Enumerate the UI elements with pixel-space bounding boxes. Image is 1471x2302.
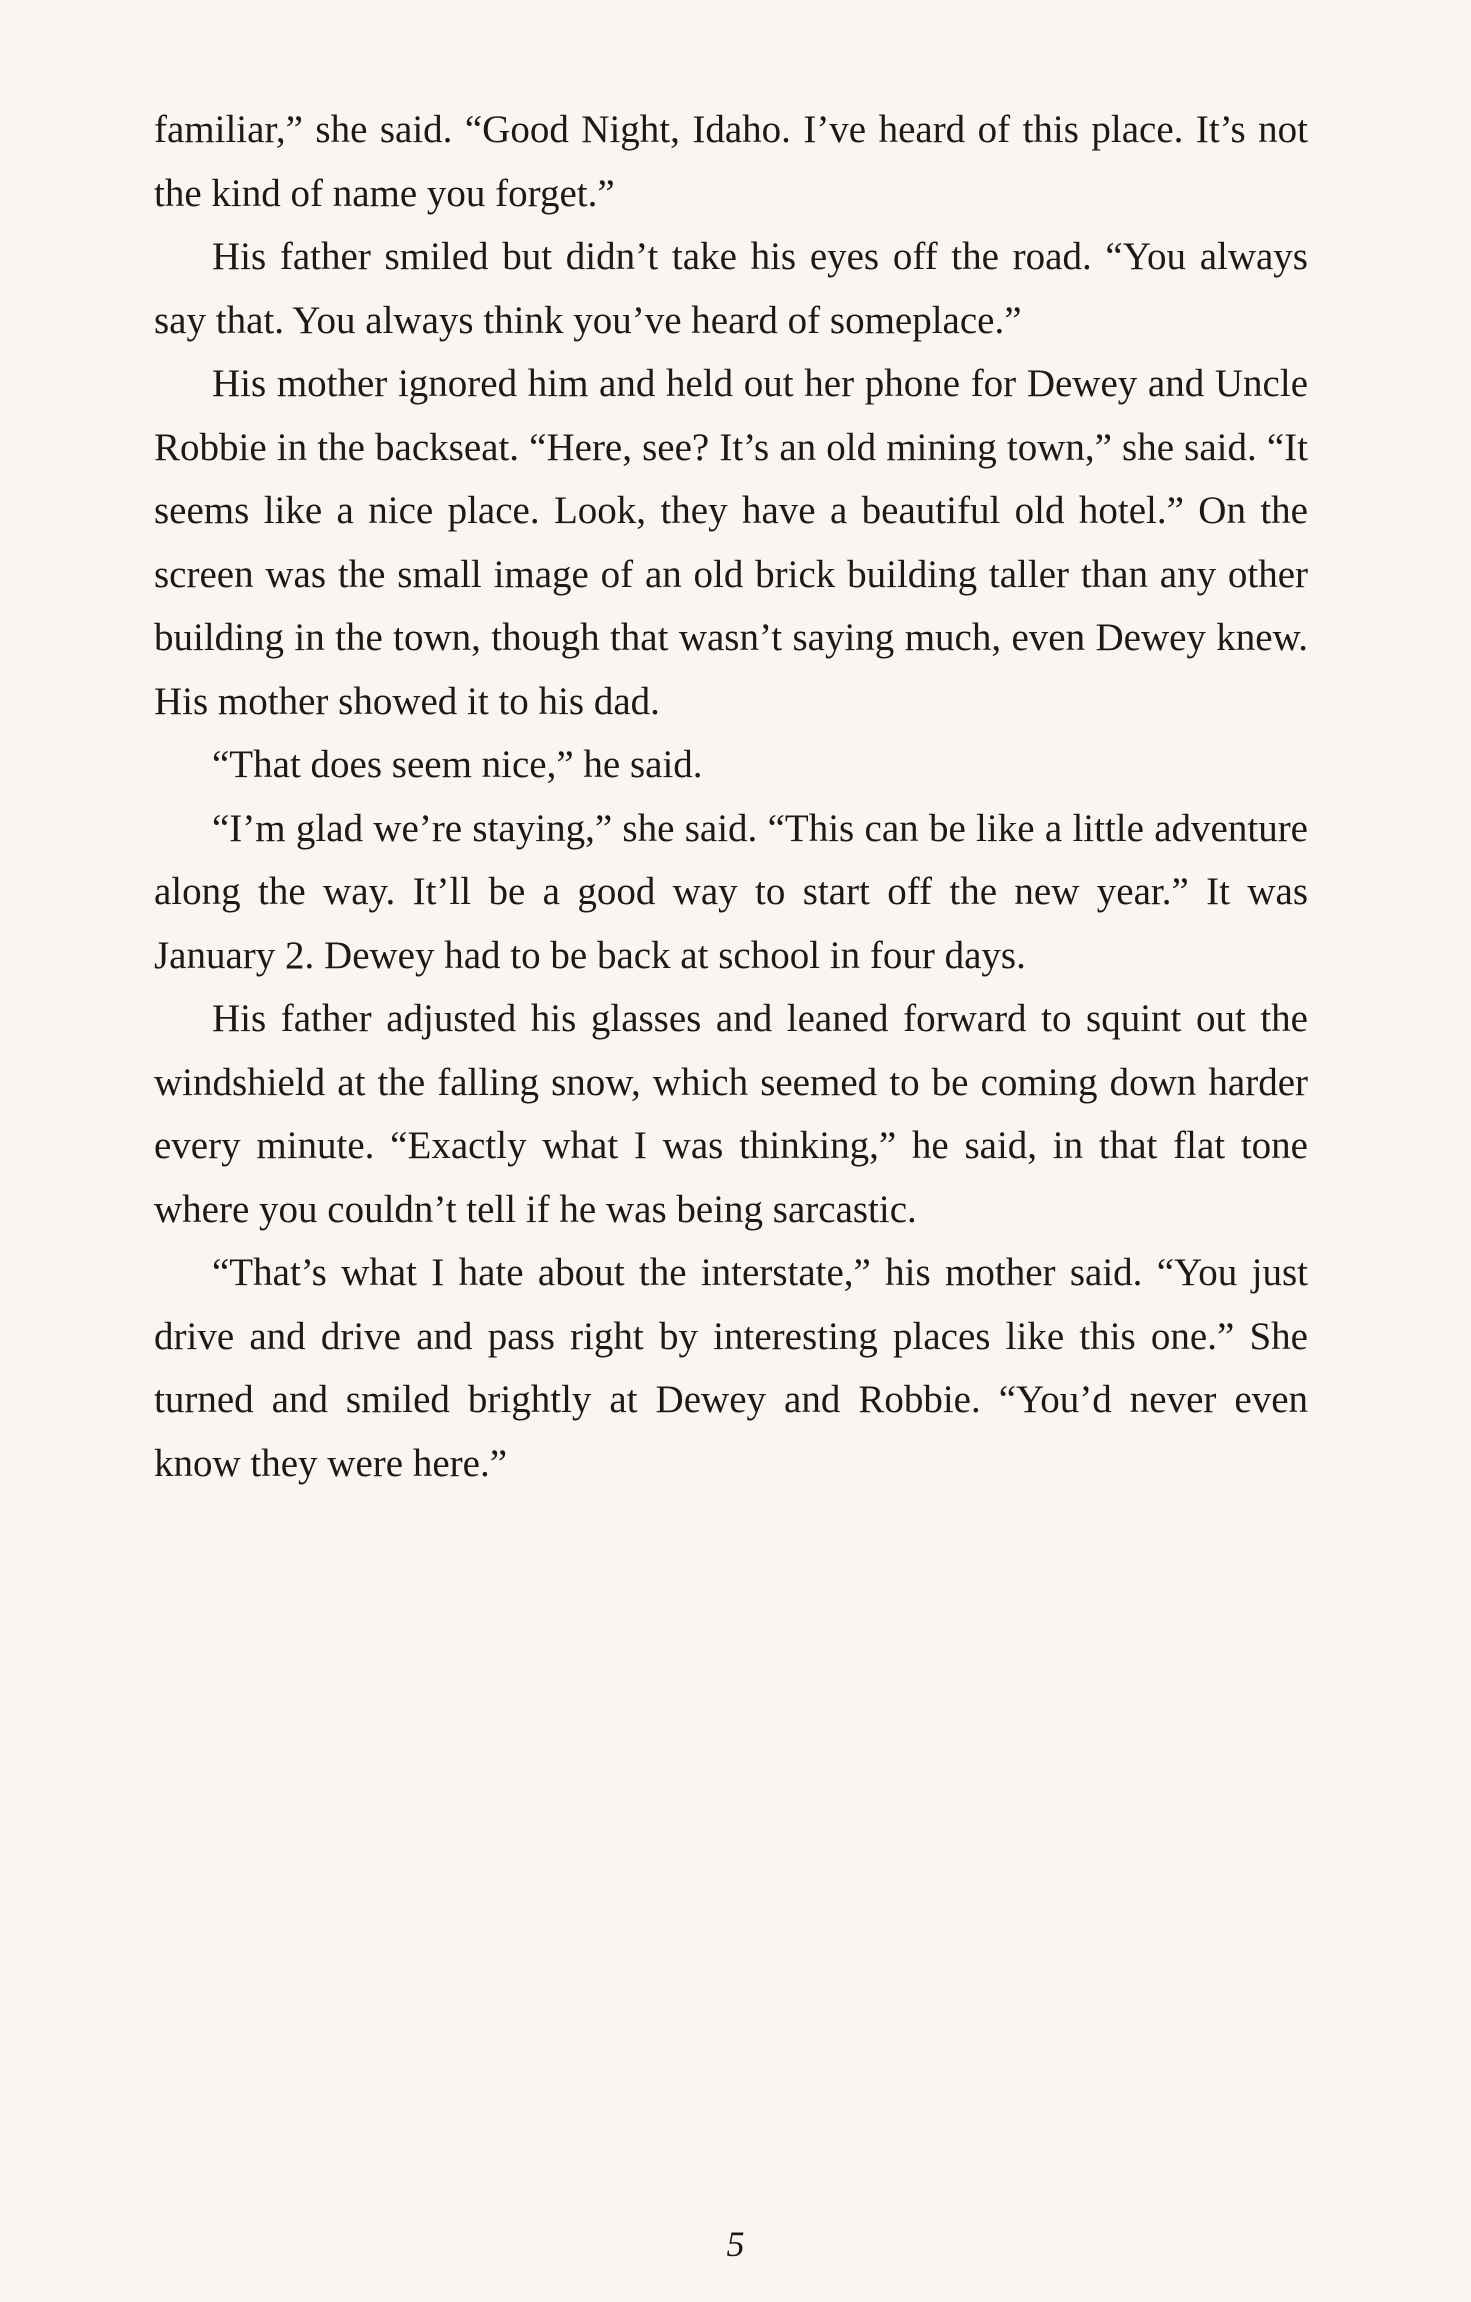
- page-number: 5: [726, 2224, 745, 2264]
- paragraph: “That’s what I hate about the interstate,” his mother said. “You just drive and drive and pass right by interesting places like this one.” She turned and smiled brightly at Dewey and Robbie. “You’d never even know they were here.”: [154, 1251, 1308, 1485]
- paragraph: “That does seem nice,” he said.: [212, 743, 703, 786]
- paragraph: His mother ignored him and held out her phone for Dewey and Uncle Robbie in the backseat. “Here, see? It’s an old mining town,” she said. “It seems like a nice place. Look, they have a beautiful old hotel.” On the screen was the small image of an old brick building taller than any other building in the town, though that wasn’t saying much, even Dewey knew. His mother showed it to his dad.: [154, 362, 1308, 723]
- page-body-text: [154, 98, 1308, 1495]
- paragraph: familiar,” she said. “Good Night, Idaho. I’ve heard of this place. It’s not the kind of name you forget.”: [154, 108, 1308, 215]
- paragraph: His father adjusted his glasses and leaned forward to squint out the windshield at the falling snow, which seemed to be coming down harder every minute. “Exactly what I was thinking,” he said, in that flat tone where you couldn’t tell if he was being sarcastic.: [154, 997, 1308, 1231]
- paragraph: His father smiled but didn’t take his eyes off the road. “You always say that. You always think you’ve heard of someplace.”: [154, 235, 1308, 342]
- paragraph: “I’m glad we’re staying,” she said. “This can be like a little adventure along the way. It’ll be a good way to start off the new year.” It was January 2. Dewey had to be back at school in four days.: [154, 806, 1308, 977]
